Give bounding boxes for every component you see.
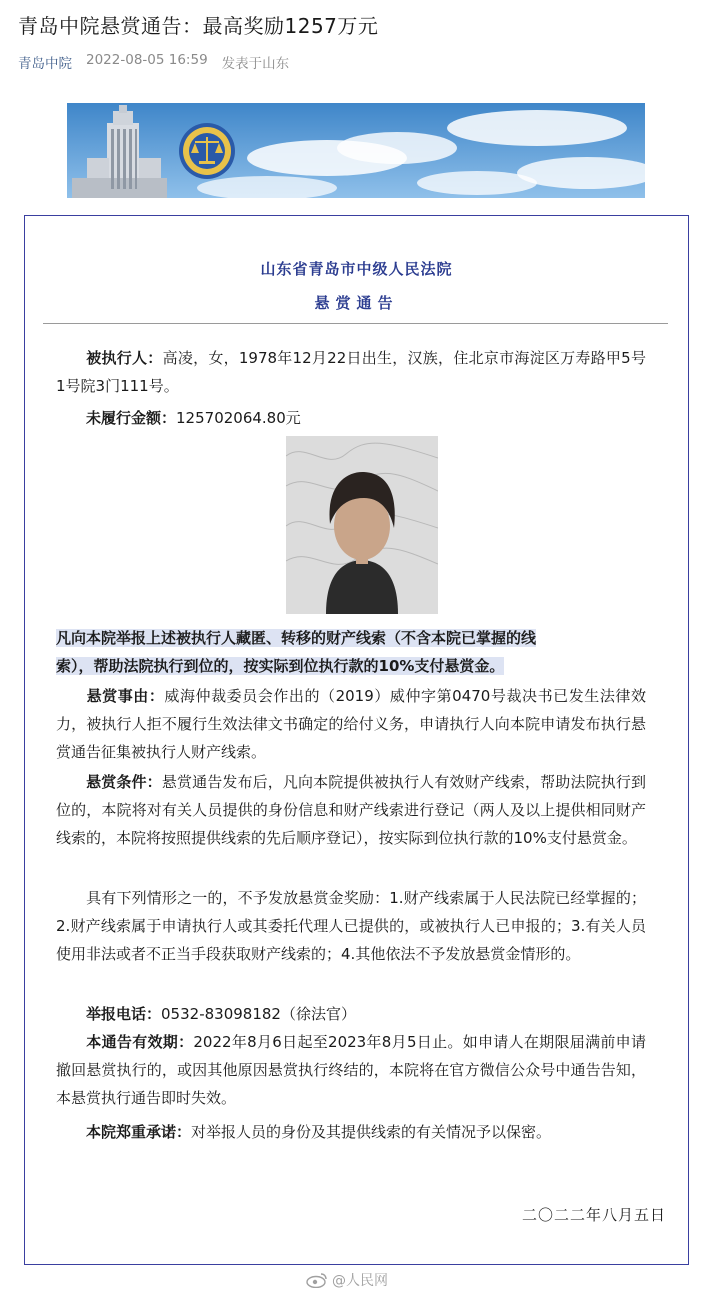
publish-location: 发表于山东 (221, 56, 290, 72)
promise-label: 本院郑重承诺： (86, 1123, 192, 1141)
court-banner-illustration (67, 103, 645, 198)
court-banner (67, 103, 645, 198)
phone-text: 0532-83098182（徐法官） (161, 1005, 356, 1023)
court-emblem-icon (179, 123, 235, 179)
weibo-icon (306, 1272, 328, 1288)
condition-text: 悬赏通告发布后，凡向本院提供被执行人有效财产线索，帮助法院执行到位的，本院将对有关人员提供的身份信息和财产线索进行登记（两人及以上提供相同财产线索的，本院将按照提供线索的先后顺序登记），按实际到位执行款的10%支付悬赏金。 (56, 773, 646, 847)
court-name: 山东省青岛市中级人民法院 (260, 260, 453, 278)
debtor-label: 被执行人： (86, 349, 163, 367)
notice-date: 二〇二二年八月五日 (521, 1206, 666, 1224)
notice-heading: 悬赏通告 (314, 294, 399, 312)
exclusion-paragraph (56, 884, 646, 968)
author-link[interactable]: 青岛中院 (18, 56, 72, 72)
amount-label: 未履行金额： (86, 409, 177, 427)
divider (43, 323, 668, 324)
highlight-reward (56, 624, 668, 680)
validity-paragraph (56, 1028, 646, 1112)
condition-paragraph (56, 768, 646, 852)
watermark (306, 1270, 388, 1290)
amount-paragraph (56, 404, 646, 432)
phone-label: 举报电话： (86, 1005, 162, 1023)
highlight-line-2: 索），帮助法院执行到位的，按实际到位执行款的10%支付悬赏金。 (56, 657, 505, 675)
phone-paragraph (56, 1000, 646, 1028)
debtor-photo (286, 436, 438, 614)
validity-label: 本通告有效期： (86, 1033, 194, 1051)
reason-paragraph (56, 682, 646, 766)
promise-paragraph (56, 1118, 646, 1146)
amount-value: 125702064.80元 (176, 409, 301, 427)
article-title: 青岛中院悬赏通告：最高奖励1257万元 (18, 14, 379, 38)
debtor-portrait (286, 436, 438, 614)
exclusion-text: 具有下列情形之一的，不予发放悬赏金奖励：1.财产线索属于人民法院已经掌握的；2.财产线索属于申请执行人或其委托代理人已提供的，或被执行人已申报的；3.有关人员使用非法或者不正当手段获取财产线索的；4.其他依法不予发放悬赏金情形的。 (56, 889, 646, 963)
article-meta (18, 52, 289, 72)
validity-text: 2022年8月6日起至2023年8月5日止。如申请人在期限届满前申请撤回悬赏执行的，或因其他原因悬赏执行终结的，本院将在官方微信公众号中通告告知，本悬赏执行通告即时失效。 (56, 1033, 646, 1107)
debtor-text: 高凌，女，1978年12月22日出生，汉族，住北京市海淀区万寿路甲5号1号院3门111号。 (56, 349, 646, 395)
reason-text: 威海仲裁委员会作出的（2019）威仲字第0470号裁决书已发生法律效力，被执行人拒不履行生效法律文书确定的给付义务，申请执行人向本院申请发布执行悬赏通告征集被执行人财产线索。 (56, 687, 646, 761)
reason-label: 悬赏事由： (86, 687, 165, 705)
publish-datetime: 2022-08-05 16:59 (86, 52, 208, 68)
highlight-line-1: 凡向本院举报上述被执行人藏匿、转移的财产线索（不含本院已掌握的线 (56, 629, 537, 647)
promise-text: 对举报人员的身份及其提供线索的有关情况予以保密。 (191, 1123, 552, 1141)
watermark-text: @人民网 (332, 1273, 388, 1289)
debtor-paragraph (56, 344, 646, 400)
condition-label: 悬赏条件： (86, 773, 162, 791)
